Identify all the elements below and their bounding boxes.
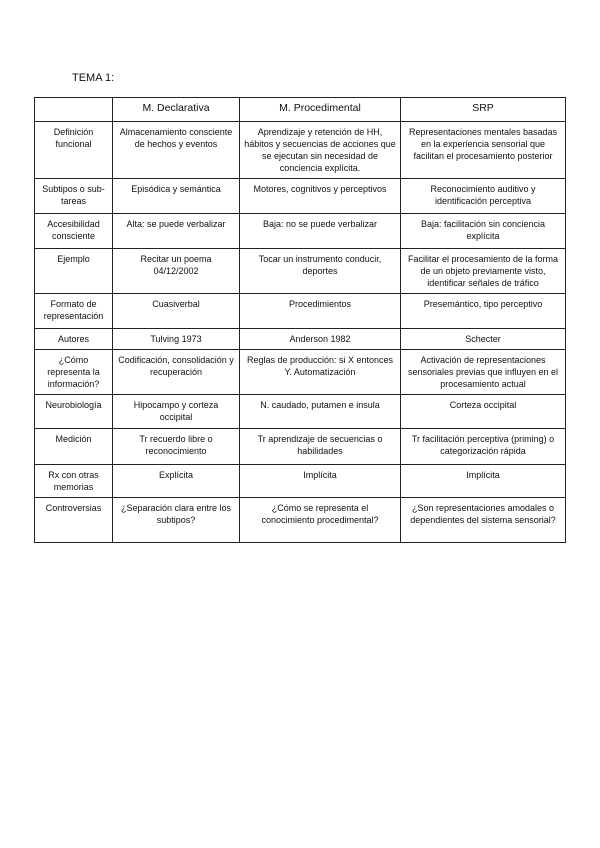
table-cell: Aprendizaje y retención de HH, hábitos y secuencias de acciones que se ejecutan sin necesidad de conciencia explícita. [240,122,401,179]
column-header-srp: SRP [401,98,566,122]
table-cell: Codificación, consolidación y recuperación [113,350,240,395]
column-header-declarativa: M. Declarativa [113,98,240,122]
row-label: Neurobiología [35,395,113,429]
table-cell: Activación de representaciones sensoriales previas que influyen en el procesamiento actual [401,350,566,395]
table-cell: Corteza occipital [401,395,566,429]
table-cell: Cuasiverbal [113,294,240,329]
row-label: Definición funcional [35,122,113,179]
table-cell: Presemántico, tipo perceptivo [401,294,566,329]
table-cell: Procedimientos [240,294,401,329]
table-cell: Baja: facilitación sin conciencia explícita [401,214,566,249]
table-cell: Anderson 1982 [240,329,401,350]
table-cell: Hipocampo y corteza occipital [113,395,240,429]
header-row [35,98,566,122]
table-cell: Facilitar el procesamiento de la forma de un objeto previamente visto, identificar señales de tráfico [401,249,566,294]
table-row [35,329,566,350]
table-row [35,214,566,249]
table-cell: N. caudado, putamen e insula [240,395,401,429]
row-label: Ejemplo [35,249,113,294]
table-row [35,429,566,465]
column-header-procedimental: M. Procedimental [240,98,401,122]
table-cell: Schecter [401,329,566,350]
row-label: Formato de representación [35,294,113,329]
table-row [35,395,566,429]
table-cell: Tocar un instrumento conducir, deportes [240,249,401,294]
table-row [35,465,566,498]
table-cell: Baja: no se puede verbalizar [240,214,401,249]
row-label: ¿Cómo representa la información? [35,350,113,395]
row-label: Controversias [35,498,113,543]
page-title: TEMA 1: [72,72,115,84]
table-row [35,179,566,214]
table-cell: Tr aprendizaje de secuencias o habilidades [240,429,401,465]
table-row [35,249,566,294]
table-cell: Reconocimiento auditivo y identificación perceptiva [401,179,566,214]
row-label: Rx con otras memorias [35,465,113,498]
row-label: Medición [35,429,113,465]
table-cell: Motores, cognitivos y perceptivos [240,179,401,214]
table-cell: Episódica y semántica [113,179,240,214]
table-cell: Tr facilitación perceptiva (priming) o categorización rápida [401,429,566,465]
table-cell: Implícita [240,465,401,498]
corner-cell [35,98,113,122]
table-cell: Almacenamiento consciente de hechos y eventos [113,122,240,179]
table-cell: ¿Separación clara entre los subtipos? [113,498,240,543]
table-cell: Explícita [113,465,240,498]
row-label: Subtipos o sub-tareas [35,179,113,214]
table-row [35,294,566,329]
comparison-table [34,97,566,543]
table-cell: Alta: se puede verbalizar [113,214,240,249]
table-cell: Implícita [401,465,566,498]
table-row [35,122,566,179]
table-cell: Representaciones mentales basadas en la experiencia sensorial que facilitan el procesamiento posterior [401,122,566,179]
table-cell: Tr recuerdo libre o reconocimiento [113,429,240,465]
table-cell: ¿Cómo se representa el conocimiento procedimental? [240,498,401,543]
row-label: Autores [35,329,113,350]
row-label: Accesibilidad consciente [35,214,113,249]
table-cell: Recitar un poema 04/12/2002 [113,249,240,294]
table-cell: Reglas de producción: si X entonces Y. Automatización [240,350,401,395]
table-cell: ¿Son representaciones amodales o dependientes del sistema sensorial? [401,498,566,543]
table-cell: Tulving 1973 [113,329,240,350]
table-row [35,350,566,395]
table-row [35,498,566,543]
